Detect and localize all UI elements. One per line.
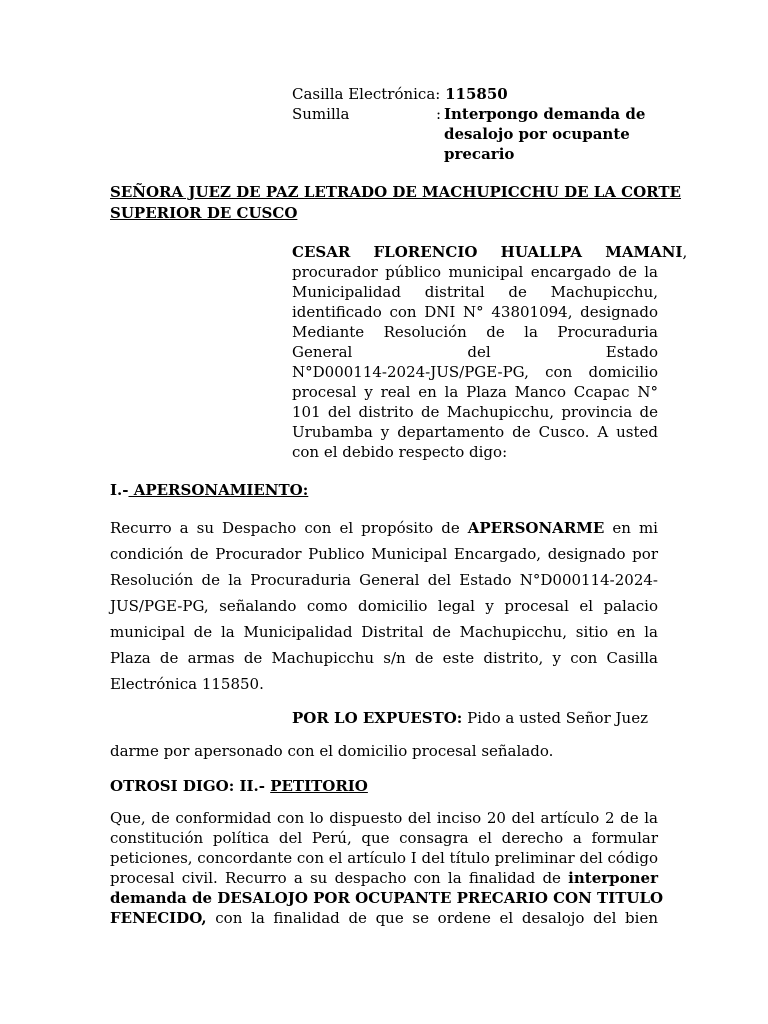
para1-line-7: Electrónica 115850. [110, 675, 264, 693]
por-lo-expuesto-text: Pido a usted Señor Juez [462, 709, 648, 727]
para2-line4-pre: procesal civil. Recurro a su despacho con la finalidad de [110, 869, 561, 887]
section-1-heading [110, 480, 308, 500]
por-lo-expuesto-label: POR LO EXPUESTO: [292, 709, 463, 727]
para1-line1-post: en mi [612, 519, 658, 537]
intro-line-2: Municipalidad distrital de Machupicchu, [292, 283, 658, 301]
para1-line-1 [110, 518, 658, 538]
para2-line-3: peticiones, concordante con el artículo I del título preliminar del código [110, 849, 658, 867]
para2-line-4 [110, 868, 658, 888]
para2-line-1: Que, de conformidad con lo dispuesto del inciso 20 del artículo 2 de la [110, 809, 658, 827]
para2-line6-bold: FENECIDO, [110, 909, 207, 927]
para1-line-2: condición de Procurador Publico Municipal Encargado, designado por [110, 545, 658, 563]
intro-name: CESAR FLORENCIO HUALLPA MAMANI [292, 243, 683, 261]
sumilla-label: Sumilla [292, 105, 350, 123]
casilla-value: 115850 [445, 85, 508, 103]
intro-line-4: Mediante Resolución de la Procuraduria [292, 323, 658, 341]
section-1-title: APERSONAMIENTO: [128, 481, 309, 499]
intro-line-6: N°D000114-2024-JUS/PGE-PG, con domicilio [292, 363, 658, 381]
intro-name-suffix: , [682, 243, 688, 261]
por-lo-expuesto-row [292, 708, 648, 728]
para1-line1-bold: APERSONARME [467, 519, 605, 537]
intro-line-9: Urubamba y departamento de Cusco. A usted [292, 423, 658, 441]
section-2-prefix: OTROSI DIGO: II.- [110, 777, 271, 795]
para1-line-4: JUS/PGE-PG, señalando como domicilio legal y procesal el palacio [110, 597, 658, 615]
sumilla-line-1: Interpongo demanda de [444, 105, 646, 123]
casilla-row [292, 84, 508, 104]
para2-line4-bold: interponer [568, 869, 658, 887]
para1-line1-pre: Recurro a su Despacho con el propósito de [110, 519, 460, 537]
intro-line-5: General del Estado [292, 343, 658, 361]
intro-line-8: 101 del distrito de Machupicchu, provincia de [292, 403, 658, 421]
casilla-label: Casilla Electrónica: [292, 85, 441, 103]
para2-line-2: constitución política del Perú, que consagra el derecho a formular [110, 829, 658, 847]
section-2-heading [110, 776, 368, 796]
intro-line-10: con el debido respecto digo: [292, 443, 508, 461]
para2-line-6 [110, 908, 658, 928]
para2-line-5: demanda de DESALOJO POR OCUPANTE PRECARIO CON TITULO [110, 889, 664, 907]
intro-line-1: procurador público municipal encargado de la [292, 263, 658, 281]
para1-line-3: Resolución de la Procuraduria General del Estado N°D000114-2024- [110, 571, 658, 589]
addressee-line-1: SEÑORA JUEZ DE PAZ LETRADO DE MACHUPICCHU DE LA CORTE [110, 183, 681, 201]
addressee-line-2: SUPERIOR DE CUSCO [110, 204, 298, 222]
section-2-title: PETITORIO [270, 777, 368, 795]
sumilla-line-3: precario [444, 145, 515, 163]
intro-line-7: procesal y real en la Plaza Manco Ccapac N° [292, 383, 658, 401]
para1-line-6: Plaza de armas de Machupicchu s/n de este distrito, y con Casilla [110, 649, 658, 667]
intro-name-row [292, 242, 688, 262]
section-1-number: I.- [110, 481, 129, 499]
intro-line-3: identificado con DNI N° 43801094, designado [292, 303, 658, 321]
sumilla-colon: : [436, 105, 442, 123]
para2-line6-post: con la finalidad de que se ordene el desalojo del bien [206, 909, 658, 927]
sumilla-line-2: desalojo por ocupante [444, 125, 630, 143]
para1-line-5: municipal de la Municipalidad Distrital de Machupicchu, sitio en la [110, 623, 658, 641]
por-lo-expuesto-continuation: darme por apersonado con el domicilio procesal señalado. [110, 742, 554, 760]
